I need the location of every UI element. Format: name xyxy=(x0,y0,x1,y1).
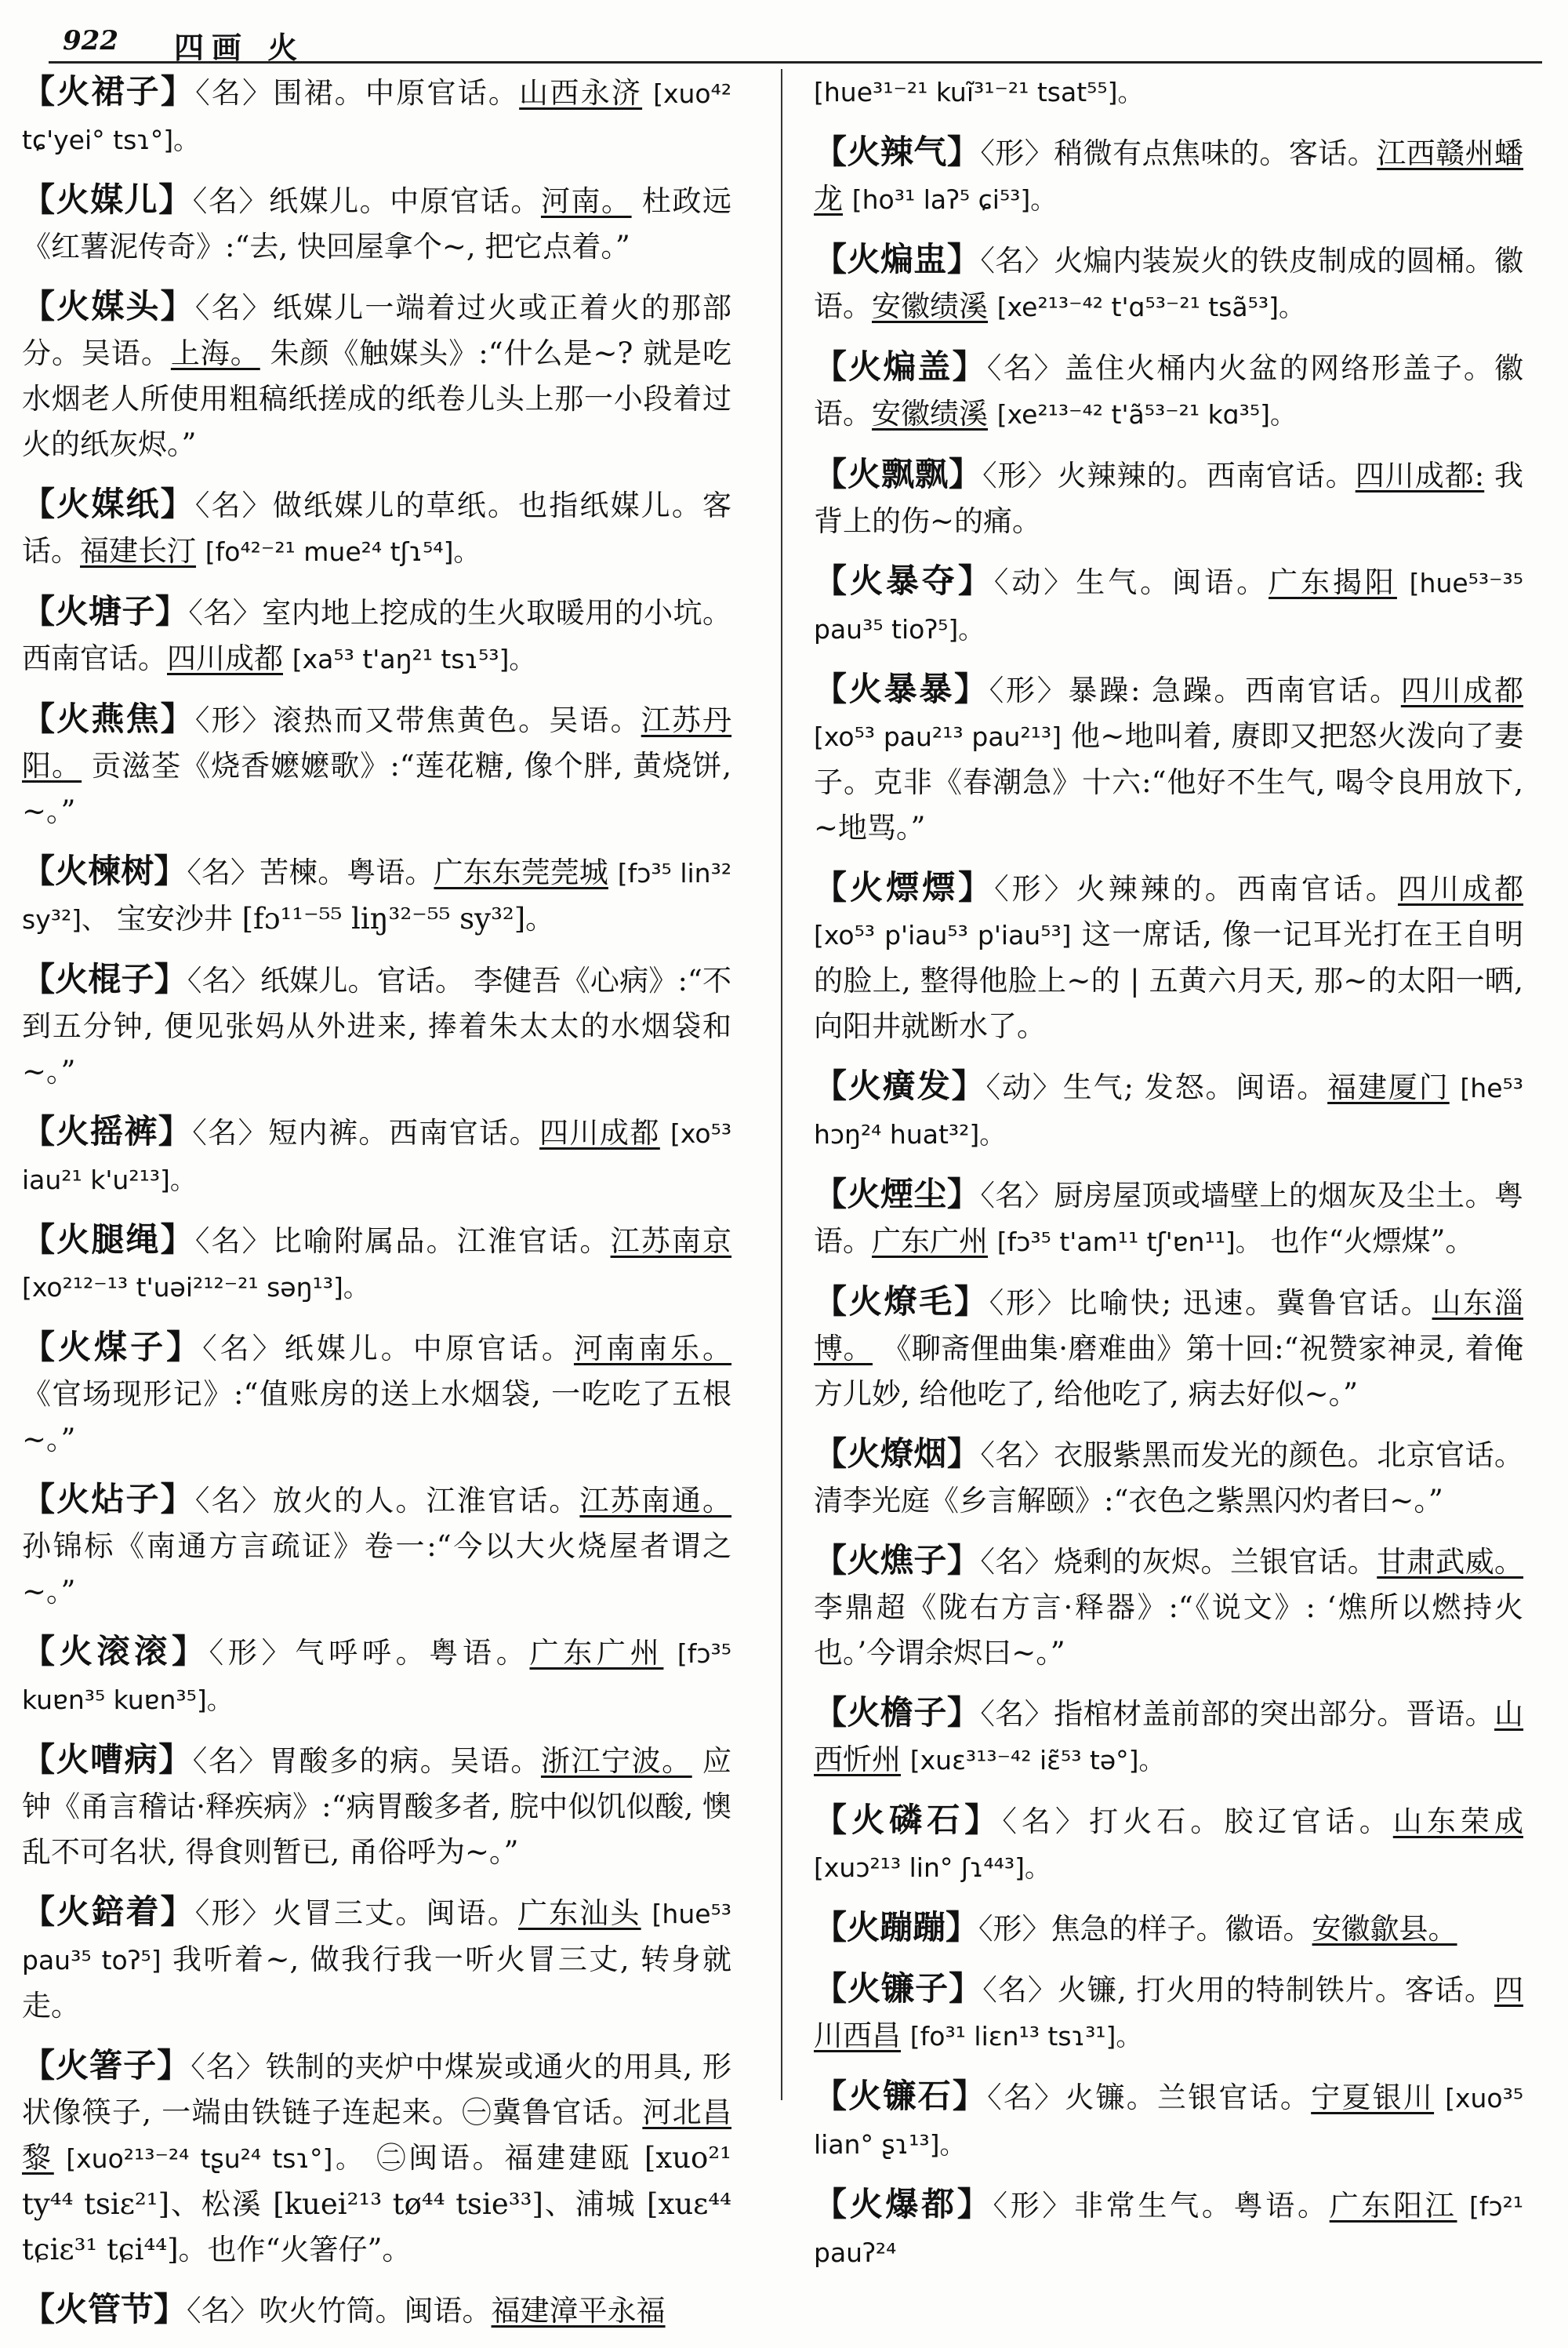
dictionary-entry xyxy=(814,452,1523,544)
entry-pronunciation: [fɔ³⁵ lin³² sy³²]、 xyxy=(22,858,732,935)
entry-headword: 【 火燕焦 】 xyxy=(22,700,195,738)
entry-pronunciation: [xo⁵³ p'iau⁵³ p'iau⁵³] xyxy=(814,920,1072,950)
dictionary-entry xyxy=(814,667,1523,851)
entry-example: 杜政远《红薯泥传奇》:“去, 快回屋拿个~, 把它点着。” xyxy=(22,184,732,264)
entry-example: 李鼎超《陇右方言·释器》:“《说文》: ‘燋所以燃持火也。’今谓余烬曰~。” xyxy=(814,1590,1523,1670)
entry-place: 河南。 xyxy=(540,184,632,218)
entry-example: 我背上的伤~的痛。 xyxy=(814,459,1524,538)
entry-headword: 【 火媒纸 】 xyxy=(22,485,195,523)
entry-headword: 【 火辣气 】 xyxy=(814,133,980,171)
entry-headword: 【 火箸子 】 xyxy=(22,2046,191,2084)
entry-place: 安徽绩溪 xyxy=(872,289,988,323)
entry-place: 河北昌黎 xyxy=(22,2095,731,2175)
entry-definition: 非常生气。粤语。 xyxy=(1074,2189,1330,2223)
entry-headword: 【 火煸盖 】 xyxy=(814,347,987,386)
entry-pronunciation: [fɔ³⁵ kuɐn³⁵ kuɐn³⁵]。 xyxy=(22,1638,731,1715)
entry-place: 安徽绩溪 xyxy=(872,397,988,431)
entry-definition: 滚热而又带焦黄色。吴语。 xyxy=(272,703,641,737)
dictionary-entry xyxy=(22,2287,731,2334)
entry-place: 广东汕头 xyxy=(517,1896,641,1930)
entry-pronunciation: [he⁵³ hɔŋ²⁴ huat³²]。 xyxy=(814,1073,1523,1150)
dictionary-entry xyxy=(814,1538,1523,1676)
entry-example: 他~地叫着, 赓即又把怒火泼向了妻子。克非《春潮急》十六:“他好不生气, 喝令良用放下, ~地骂。” xyxy=(814,719,1524,845)
entry-pronunciation: [xuo³⁵ lian° ʂɿ¹³]。 xyxy=(814,2083,1524,2160)
entry-headword: 【 火燋子 】 xyxy=(814,1541,980,1579)
dictionary-entry xyxy=(22,1629,731,1723)
entry-pronunciation: [hue⁵³⁻³⁵ pau³⁵ tioʔ⁵]。 xyxy=(814,568,1523,645)
entry-place: 广东东莞莞城 xyxy=(434,856,608,889)
entry-example: 贡滋荃《烧香嬷嬷歌》:“莲花糖, 像个胖, 黄烧饼, ~。” xyxy=(22,749,732,828)
page-number: 922 xyxy=(63,25,118,56)
entry-pos: 〈 名 〉 xyxy=(195,291,273,325)
entry-headword: 【 火錇着 】 xyxy=(22,1892,195,1931)
entry-pos: 〈 名 〉 xyxy=(195,1484,273,1517)
entry-headword: 【 火煙尘 】 xyxy=(814,1175,980,1213)
entry-pos: 〈 形 〉 xyxy=(195,703,273,737)
entry-example: 也作“火熛煤”。 xyxy=(1270,1224,1475,1258)
entry-headword: 【 火塘子 】 xyxy=(22,592,188,631)
entry-place: 四川成都: xyxy=(1355,459,1485,492)
entry-headword: 【 火炶子 】 xyxy=(22,1480,195,1518)
entry-pronunciation: [fo⁴²⁻²¹ mue²⁴ tʃɿ⁵⁴]。 xyxy=(205,536,480,567)
entry-headword: 【 火管节 】 xyxy=(22,2290,187,2328)
entry-pos: 〈 名 〉 xyxy=(202,1332,285,1365)
entry-place: 四川成都 xyxy=(539,1116,660,1150)
entry-place: 广东阳江 xyxy=(1329,2189,1457,2223)
entry-headword: 【 火磷石 】 xyxy=(814,1801,1002,1839)
entry-pronunciation: [fo³¹ liɛn¹³ tsɿ³¹]。 xyxy=(909,2021,1142,2052)
entry-definition: 纸媒儿。官话。 xyxy=(260,964,465,998)
entry-pos: 〈 名 〉 xyxy=(980,1697,1054,1731)
dictionary-entry xyxy=(814,1431,1523,1524)
entry-place: 河南南乐。 xyxy=(573,1332,732,1365)
entry-definition: 比喻快; 迅速。冀鲁官话。 xyxy=(1068,1286,1432,1320)
entry-definition: 生气; 发怒。闽语。 xyxy=(1062,1070,1328,1104)
entry-definition: 围裙。中原官话。 xyxy=(273,76,520,110)
entry-headword: 【 火楝树 】 xyxy=(22,852,187,890)
entry-pronunciation: [xuo²¹³⁻²⁴ tʂu²⁴ tsɿ°]。 xyxy=(66,2143,365,2174)
dictionary-entry xyxy=(814,129,1523,223)
dictionary-entry xyxy=(814,1905,1523,1952)
entry-example: 清李光庭《乡言解颐》:“衣色之紫黑闪灼者曰~。” xyxy=(814,1484,1443,1517)
entry-definition: 火辣辣的。西南官话。 xyxy=(1076,872,1398,906)
entry-pronunciation: [fɔ²¹ pauʔ²⁴ xyxy=(814,2191,1524,2268)
entry-headword: 【 火蹦蹦 】 xyxy=(814,1908,978,1946)
dictionary-entry xyxy=(22,1217,731,1310)
entry-place: 浙江宁波。 xyxy=(540,1744,692,1778)
entry-example: 《聊斋俚曲集·磨难曲》第十回:“祝赞家神灵, 着俺方儿妙, 给他吃了, 给他吃了, 病去好似~。” xyxy=(814,1332,1524,1411)
dictionary-entry xyxy=(22,1477,731,1615)
dictionary-entry xyxy=(814,2074,1523,2168)
entry-headword: 【 火摇裤 】 xyxy=(22,1112,192,1150)
entry-pos: 〈 动 〉 xyxy=(994,565,1076,599)
entry-place: 广东广州 xyxy=(529,1636,664,1670)
dictionary-entry xyxy=(22,849,731,943)
dictionary-entry xyxy=(22,696,731,834)
entry-headword: 【 火棍子 】 xyxy=(22,960,187,998)
entry-pronunciation: [xuɔ²¹³ lin° ʃɿ⁴⁴³]。 xyxy=(814,1852,1051,1883)
entry-pronunciation: [xuɛ³¹³⁻⁴² iɛ̃⁵³ tə°]。 xyxy=(909,1745,1165,1776)
dictionary-entry xyxy=(814,1172,1523,1265)
entry-place: 四川成都 xyxy=(167,642,283,675)
entry-pos: 〈 名 〉 xyxy=(980,1438,1054,1472)
entry-definition: 做纸媒儿的草纸。也指纸媒儿。客话。 xyxy=(22,489,732,568)
dictionary-entry xyxy=(22,589,731,682)
entry-pronunciation: [ho³¹ laʔ⁵ ɕi⁵³]。 xyxy=(851,184,1057,215)
entry-place: 宁夏银川 xyxy=(1311,2081,1435,2114)
entry-place: 四川成都 xyxy=(1397,872,1524,906)
dictionary-entry xyxy=(22,177,731,270)
entry-pos: 〈 名 〉 xyxy=(187,2294,260,2328)
dictionary-entry xyxy=(814,1966,1523,2059)
entry-pos: 〈 形 〉 xyxy=(209,1636,296,1670)
dictionary-entry xyxy=(814,1063,1523,1158)
entry-place: 山西永济 xyxy=(519,76,643,110)
entry-pos: 〈 形 〉 xyxy=(195,1896,273,1930)
entry-pronunciation: [xo⁵³ iau²¹ k'u²¹³]。 xyxy=(22,1118,732,1195)
entry-example: 《官场现形记》:“值账房的送上水烟袋, 一吃吃了五根~。” xyxy=(22,1377,731,1456)
entry-definition: 火镰。兰银官话。 xyxy=(1065,2081,1312,2114)
entry-pos: 〈 名 〉 xyxy=(195,489,273,522)
entry-headword: 【 火爆都 】 xyxy=(814,2185,993,2223)
entry-definition: 胃酸多的病。吴语。 xyxy=(268,1744,541,1778)
entry-definition: 短内裤。西南官话。 xyxy=(268,1116,540,1150)
entry-place: 江苏丹阳。 xyxy=(22,703,732,783)
entry-definition: 稍微有点焦味的。客话。 xyxy=(1054,136,1377,170)
entry-pos: 〈 名 〉 xyxy=(980,1179,1054,1212)
entry-definition: 厨房屋顶或墙壁上的烟灰及尘土。粤语。 xyxy=(814,1179,1524,1258)
entry-pos: 〈 名 〉 xyxy=(195,76,273,110)
entry-headword: 【 火暴暴 】 xyxy=(814,670,989,708)
entry-definition: 盖住火桶内火盆的网络形盖子。徽语。 xyxy=(814,351,1524,431)
entry-example: 孙锦标《南通方言疏证》卷一:“今以大火烧屋者谓之~。” xyxy=(22,1529,731,1608)
entry-example: ㊁闽语。福建建瓯 [xuo²¹ ty⁴⁴ tsiɛ²¹]、松溪 [kuei²¹³ tø⁴⁴ tsie³³]、浦城 [xuɛ⁴⁴ tɕiɛ³¹ tɕi⁴⁴]。也作“火箸仔”。 xyxy=(22,2141,731,2266)
entry-definition: 火镰, 打火用的特制铁片。客话。 xyxy=(1057,1973,1494,2007)
entry-pos: 〈 名 〉 xyxy=(193,184,269,218)
entry-pos: 〈 名 〉 xyxy=(195,1224,273,1258)
entry-definition: 火煸内装炭火的铁皮制成的圆桶。徽语。 xyxy=(814,244,1524,323)
dictionary-entry xyxy=(22,1109,731,1203)
entry-place: 福建厦门 xyxy=(1327,1070,1450,1104)
entry-headword: 【 火裙子 】 xyxy=(22,72,195,111)
entry-pos: 〈 形 〉 xyxy=(993,2189,1075,2223)
entry-place: 江苏南通。 xyxy=(579,1484,732,1517)
dictionary-entry xyxy=(22,957,731,1095)
entry-headword: 【 火暴夺 】 xyxy=(814,562,994,600)
dictionary-entry xyxy=(814,2182,1523,2276)
dictionary-entry xyxy=(814,69,1523,115)
entry-place: 山东淄博。 xyxy=(814,1286,1524,1365)
entry-definition: 铁制的夹炉中煤炭或通火的用具, 形状像筷子, 一端由铁链子连起来。㊀冀鲁官话。 xyxy=(22,2050,731,2129)
entry-pronunciation: [fɔ³⁵ t'am¹¹ tʃ'ɐn¹¹]。 xyxy=(996,1227,1261,1257)
entry-pos: 〈 名 〉 xyxy=(980,1545,1054,1579)
entry-definition: 烧剩的灰烬。兰银官话。 xyxy=(1054,1545,1377,1579)
dictionary-entry xyxy=(814,344,1523,438)
entry-pronunciation: [xa⁵³ t'aŋ²¹ tsɿ⁵³]。 xyxy=(292,644,535,674)
entry-pos: 〈 形 〉 xyxy=(989,1286,1069,1320)
entry-place: 山西忻州 xyxy=(814,1697,1524,1776)
dictionary-entry xyxy=(22,284,731,467)
entry-headword: 【 火飘飘 】 xyxy=(814,455,982,493)
entry-example: 这一席话, 像一记耳光打在王自明的脸上, 整得他脸上~的 | 五黄六月天, 那~的太阳一晒, 向阳井就断水了。 xyxy=(814,918,1523,1043)
entry-definition: 焦急的样子。徽语。 xyxy=(1051,1912,1312,1946)
entry-pos: 〈 名 〉 xyxy=(987,2081,1065,2114)
entry-definition: 吹火竹筒。闽语。 xyxy=(259,2294,492,2328)
entry-pos: 〈 形 〉 xyxy=(989,674,1069,707)
entry-definition: 纸媒儿。中原官话。 xyxy=(268,184,541,218)
entry-headword: 【 火腿绳 】 xyxy=(22,1220,195,1259)
entry-place: 广东广州 xyxy=(872,1224,988,1258)
entry-definition: 气呼呼。粤语。 xyxy=(295,1636,530,1670)
entry-definition: 纸媒儿一端着过火或正着火的那部分。吴语。 xyxy=(22,291,732,370)
entry-pos: 〈 名 〉 xyxy=(187,964,260,998)
entry-pronunciation: [xe²¹³⁻⁴² t'ɑ⁵³⁻²¹ tsã⁵³]。 xyxy=(996,292,1305,322)
entry-pos: 〈 名 〉 xyxy=(193,1744,269,1778)
entry-definition: 室内地上挖成的生火取暖用的小坑。西南官话。 xyxy=(22,596,732,675)
entry-headword: 【 火滚滚 】 xyxy=(22,1632,209,1670)
entry-definition: 生气。闽语。 xyxy=(1076,565,1269,599)
entry-place: 山东荣成 xyxy=(1392,1805,1523,1838)
column-divider xyxy=(781,69,782,2100)
entry-definition: 比喻附属品。江淮官话。 xyxy=(272,1224,611,1258)
entry-place: 江苏南京 xyxy=(610,1224,732,1258)
entry-headword: 【 火癀发 】 xyxy=(814,1067,986,1105)
entry-pronunciation: [xuo⁴² tɕ'yei° tsɿ°]。 xyxy=(22,78,732,155)
entry-definition: 苦楝。粤语。 xyxy=(260,856,434,889)
entry-headword: 【 火镰子 】 xyxy=(814,1969,982,2008)
entry-definition: 火冒三丈。闽语。 xyxy=(272,1896,518,1930)
entry-pronunciation: [xo⁵³ pau²¹³ pau²¹³] xyxy=(814,721,1062,752)
entry-place: 上海。 xyxy=(170,336,260,370)
dictionary-entry xyxy=(814,558,1523,652)
entry-pos: 〈 名 〉 xyxy=(192,1116,268,1150)
entry-pos: 〈 名 〉 xyxy=(191,2050,266,2084)
entry-place: 四川西昌 xyxy=(814,1973,1523,2052)
entry-definition: 打火石。胶辽官话。 xyxy=(1089,1805,1393,1838)
entry-pos: 〈 名 〉 xyxy=(1002,1805,1089,1838)
dictionary-entry xyxy=(814,865,1523,1049)
dictionary-entry xyxy=(22,482,731,575)
entry-definition: 衣服紫黑而发光的颜色。北京官话。 xyxy=(1054,1438,1524,1472)
entry-place: 甘肃武威。 xyxy=(1377,1545,1524,1579)
entry-example: 朱颜《触媒头》:“什么是~? 就是吃水烟老人所使用粗稿纸搓成的纸卷儿头上那一小段着过火的纸灰烬。” xyxy=(22,336,732,461)
dictionary-entry xyxy=(814,1690,1523,1783)
entry-pos: 〈 动 〉 xyxy=(986,1070,1063,1104)
entry-headword: 【 火熛熛 】 xyxy=(814,868,994,907)
entry-pos: 〈 名 〉 xyxy=(188,596,262,630)
dictionary-entry xyxy=(814,1797,1523,1891)
entry-example: 我听着~, 做我行我一听火冒三丈, 转身就走。 xyxy=(22,1943,732,2023)
entry-pronunciation: [xe²¹³⁻⁴² t'ã⁵³⁻²¹ kɑ³⁵]。 xyxy=(996,399,1296,430)
dictionary-entry xyxy=(22,1737,731,1875)
dictionary-entry xyxy=(22,2043,731,2273)
entry-pronunciation: [hue⁵³ pau³⁵ toʔ⁵] xyxy=(22,1899,731,1975)
entry-definition: 暴躁: 急躁。西南官话。 xyxy=(1068,674,1401,707)
entry-pos: 〈 名 〉 xyxy=(982,1973,1058,2007)
entry-definition: 纸媒儿。中原官话。 xyxy=(284,1332,574,1365)
dictionary-entry xyxy=(22,1325,731,1463)
entry-place: 福建漳平永福 xyxy=(491,2294,666,2328)
entry-pos: 〈 形 〉 xyxy=(980,136,1054,170)
entry-example: 宝安沙井 [fɔ¹¹⁻⁵⁵ liŋ³²⁻⁵⁵ sy³²]。 xyxy=(116,902,555,936)
entry-pos: 〈 形 〉 xyxy=(982,459,1058,492)
dictionary-entry xyxy=(22,69,731,163)
entry-definition: 火辣辣的。西南官话。 xyxy=(1057,459,1356,492)
entry-headword: 【 火燎烟 】 xyxy=(814,1434,980,1473)
entry-headword: 【 火镰石 】 xyxy=(814,2077,987,2115)
entry-pos: 〈 名 〉 xyxy=(987,351,1065,385)
entry-pos: 〈 名 〉 xyxy=(187,856,260,889)
entry-place: 广东揭阳 xyxy=(1269,565,1397,599)
left-column xyxy=(22,69,731,2348)
page-header xyxy=(49,16,1542,64)
entry-definition: 指棺材盖前部的突出部分。晋语。 xyxy=(1054,1697,1495,1731)
dictionary-entry xyxy=(814,1279,1523,1417)
entry-pos: 〈 形 〉 xyxy=(994,872,1076,906)
entry-headword: 【 火媒儿 】 xyxy=(22,180,193,219)
entry-headword: 【 火嘈病 】 xyxy=(22,1740,193,1779)
entry-place: 四川成都 xyxy=(1400,674,1524,707)
dictionary-entry xyxy=(814,237,1523,330)
entry-example: 应钟《甬言稽诂·释疾病》:“病胃酸多者, 脘中似饥似酸, 懊乱不可名状, 得食则暂已, 甬俗呼为~。” xyxy=(22,1744,732,1869)
entry-headword: 【 火燎毛 】 xyxy=(814,1282,989,1321)
entry-headword: 【 火檐子 】 xyxy=(814,1693,980,1732)
entry-definition: 放火的人。江淮官话。 xyxy=(272,1484,580,1517)
entry-headword: 【 火煸盅 】 xyxy=(814,240,980,278)
section-title: 四画 火 xyxy=(174,30,306,65)
entry-pronunciation: [hue³¹⁻²¹ kuĩ³¹⁻²¹ tsat⁵⁵]。 xyxy=(814,77,1144,107)
entry-headword: 【 火媒头 】 xyxy=(22,287,195,325)
entry-example: 李健吾《心病》:“不到五分钟, 便见张妈从外进来, 捧着朱太太的水烟袋和~。” xyxy=(22,964,732,1089)
entry-place: 江西赣州蟠龙 xyxy=(814,136,1524,216)
entry-place: 安徽歙县。 xyxy=(1312,1912,1457,1946)
entry-pos: 〈 形 〉 xyxy=(978,1912,1051,1946)
entry-pronunciation: [xo²¹²⁻¹³ t'uəi²¹²⁻²¹ səŋ¹³]。 xyxy=(22,1272,369,1303)
entry-place: 福建长汀 xyxy=(80,534,196,568)
entry-headword: 【 火煤子 】 xyxy=(22,1328,202,1366)
dictionary-entry xyxy=(22,1889,731,2029)
entry-pos: 〈 名 〉 xyxy=(980,244,1054,278)
right-column xyxy=(814,69,1523,2290)
